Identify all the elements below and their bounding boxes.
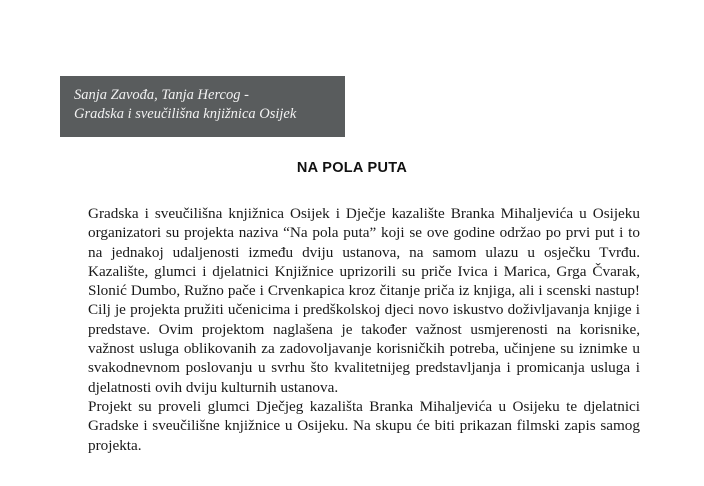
author-affiliation: Gradska i sveučilišna knjižnica Osijek bbox=[74, 106, 297, 122]
author-names: Sanja Zavođa, Tanja Hercog - bbox=[74, 87, 249, 103]
paragraph-1: Gradska i sveučilišna knjižnica Osijek i Dječje kazalište Branka Mihaljevića u Osijeku organizatori su projekta naziva “Na pola puta” koji se ove godine održao po prvi put i to na jednakoj udaljenosti između dviju ustanova, na samom ulazu u osječku Tvrđu. Kazalište, glumci i djelatnici Knjižnice uprizorili su priče Ivica i Marica, Grga Čvarak, Slonić Dumbo, Ružno pače i Crvenkapica kroz čitanje priča iz knjiga, ali i scenski nastup! Cilj je projekta pružiti učenicima i predškolskoj djeci novo iskustvo doživljavanja knjige i predstave. Ovim projektom naglašena je također važnost usmjerenosti na korisnike, važnost usluga oblikovanih za zadovoljavanje korisničkih potreba, učinjene su iznimke u svakodnevnom poslovanju u svrhu što kvalitetnijeg predstavljanja i promicanja usluga i djelatnosti ovih dviju kulturnih ustanova. bbox=[88, 205, 640, 396]
author-box bbox=[60, 76, 345, 137]
article-body bbox=[88, 204, 640, 455]
article-title: NA POLA PUTA bbox=[296, 160, 408, 176]
paragraph-2: Projekt su proveli glumci Dječjeg kazališta Branka Mihaljevića u Osijeku te djelatnici Gradske i sveučilišne knjižnice u Osijeku. Na skupu će biti prikazan filmski zapis samog projekta. bbox=[88, 397, 640, 454]
